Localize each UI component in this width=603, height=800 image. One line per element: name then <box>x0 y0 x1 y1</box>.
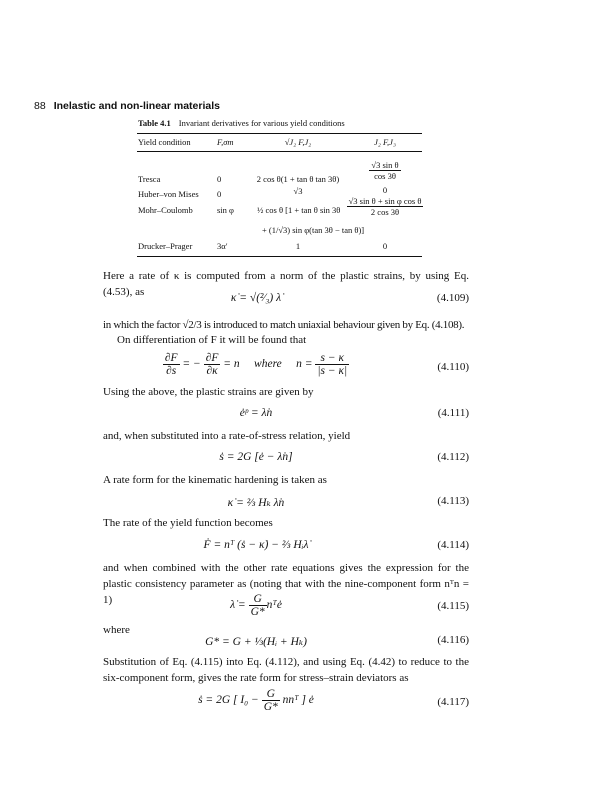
cell: 0 <box>217 189 222 199</box>
running-header <box>34 100 220 112</box>
equation-number: (4.115) <box>437 600 469 612</box>
equation-number: (4.111) <box>437 407 469 419</box>
paragraph: Here a rate of κ is computed from a norm of the plastic strains, by using Eq. (4.53), as <box>103 270 469 298</box>
equation-number: (4.109) <box>436 292 469 304</box>
cell: 3α′ <box>217 241 228 251</box>
equation-number: (4.114) <box>437 539 469 551</box>
table-header-rule <box>137 151 422 152</box>
col-header: J₂ F,J₃ <box>374 137 396 147</box>
paragraph: and when combined with the other rate equations gives the expression for the plastic consistency parameter as (noting that with the nine-component form nᵀn = 1) <box>103 562 469 606</box>
equation-4-113: κ̇ = ⅔ Hₖ λ̇n (4.113) <box>227 495 469 509</box>
equation-4-115: λ̇ = $\frac{G}{G*}$ nᵀė (4.115) <box>230 593 469 618</box>
cell: 1 <box>295 241 301 251</box>
cell: √3 <box>293 186 303 196</box>
cell: Tresca <box>138 174 161 184</box>
table-label: Table 4.1 <box>138 118 171 128</box>
equation-4-110: $\frac{\partial F}{\partial s}$ = − $\frac{\partial F}{\partial\kappa}$ = n where n = $\frac{s - \kappa}{|s - \kappa|}$ (4.110) <box>164 352 469 377</box>
paragraph: Substitution of Eq. (4.115) into Eq. (4.112), and using Eq. (4.42) to reduce to the six-component form, gives the rate form for stress–strain deviators as <box>103 656 469 684</box>
table-top-rule <box>137 133 422 134</box>
equation-number: (4.117) <box>437 696 469 708</box>
paragraph: where <box>103 624 130 636</box>
cell: Mohr–Coulomb <box>138 205 193 215</box>
cell: sin φ <box>217 205 234 215</box>
cell: ½ cos θ [1 + tan θ sin 3θ <box>257 205 341 215</box>
paragraph: The rate of the yield function becomes <box>103 517 273 529</box>
equation-4-116: G* = G + ⅓(Hᵢ + Hₖ) (4.116) <box>205 634 469 648</box>
cell: 0 <box>382 185 388 195</box>
paragraph: A rate form for the kinematic hardening is taken as <box>103 474 327 486</box>
equation-number: (4.113) <box>437 495 469 507</box>
paragraph: On differentiation of F it will be found that <box>117 334 307 346</box>
cell: $\frac{\text{√3 sin θ + sin φ cos θ}}{2 \cos 3\theta}$ <box>348 196 422 217</box>
equation-4-114: Ḟ = nᵀ (ṡ − κ̇) − ⅔ Hᵢλ̇ (4.114) <box>203 539 469 551</box>
equation-4-111: ėᵖ = λ̇n (4.111) <box>239 407 469 419</box>
col-header: F,σm <box>217 137 234 147</box>
equation-number: (4.110) <box>437 361 469 373</box>
col-header: √J₂ F,J₂ <box>284 137 312 147</box>
cell: Huber–von Mises <box>138 189 199 199</box>
running-title: Inelastic and non-linear materials <box>53 100 220 112</box>
equation-4-117: ṡ = 2G [ I₀ − $\frac{G}{G*}$ nnᵀ ] ė (4.117) <box>198 688 469 713</box>
cell: Drucker–Prager <box>138 241 193 251</box>
cell: + (1/√3) sin φ(tan 3θ − tan θ)] <box>262 225 365 235</box>
table-bottom-rule <box>137 256 422 257</box>
equation-4-109: κ̇ = √(²⁄₃) λ̇ (4.109) <box>230 292 469 304</box>
cell: $\frac{\text{√3 sin θ}}{\cos 3\theta}$ <box>371 160 399 181</box>
cell: 2 cos θ(1 + tan θ tan 3θ) <box>256 174 340 184</box>
equation-4-112: ṡ = 2G [ė − λ̇n] (4.112) <box>219 451 469 463</box>
table-caption-text: Invariant derivatives for various yield conditions <box>178 118 345 128</box>
paragraph: Using the above, the plastic strains are given by <box>103 386 314 398</box>
cell: 0 <box>217 174 222 184</box>
paragraph: and, when substituted into a rate-of-stress relation, yield <box>103 430 351 442</box>
equation-number: (4.112) <box>437 451 469 463</box>
col-header: Yield condition <box>138 137 191 147</box>
cell: 0 <box>382 241 388 251</box>
paragraph: in which the factor √2/3 is introduced to match uniaxial behaviour given by Eq. (4.108). <box>103 319 465 331</box>
page-number: 88 <box>34 100 46 112</box>
table-caption <box>138 118 345 128</box>
equation-number: (4.116) <box>437 634 469 646</box>
